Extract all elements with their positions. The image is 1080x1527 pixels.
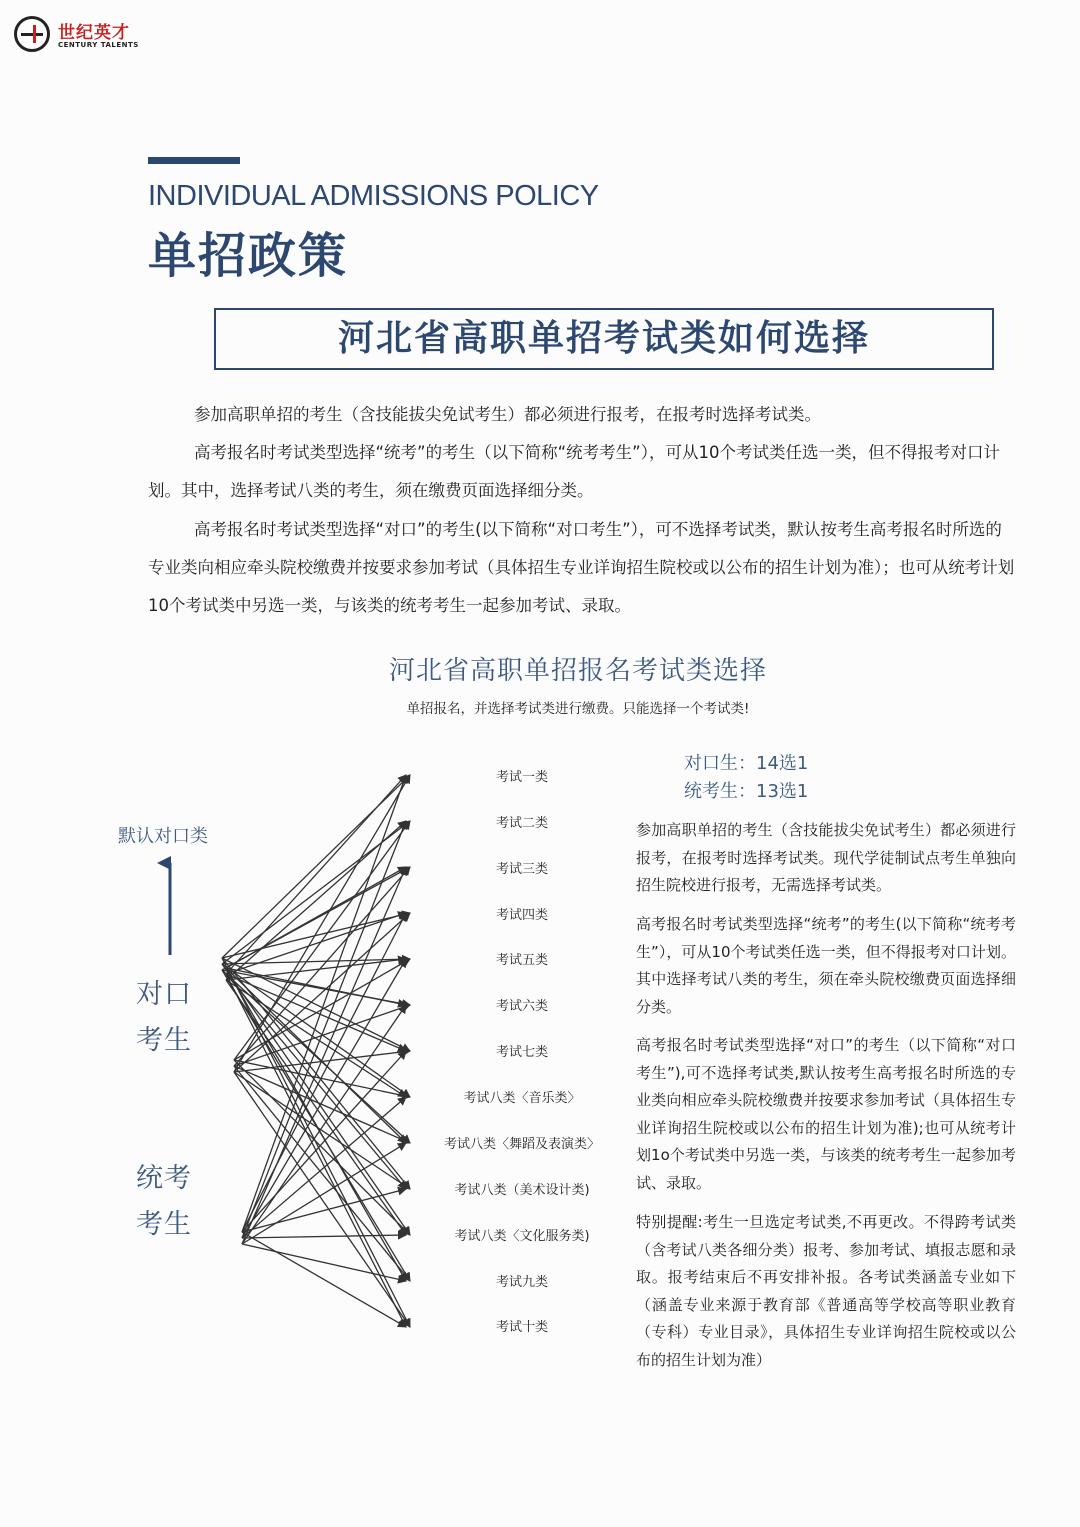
- connection-arrow: [234, 959, 410, 1060]
- connection-arrow: [242, 1244, 406, 1281]
- intro-paragraph-2: 高考报名时考试类型选择“统考”的考生（以下简称“统考考生”），可从10个考试类任选一类，但不得报考对口计划。其中，选择考试八类的考生，须在缴费页面选择细分类。: [148, 443, 1000, 500]
- logo-en-text: CENTURY TALENTS: [58, 41, 139, 49]
- right-note-1: 参加高职单招的考生（含技能拔尖免试考生）都必须进行报考，在报考时选择考试类。现代学徒制试点考生单独向招生院校进行报考，无需选择考试类。: [636, 821, 1016, 894]
- english-title: INDIVIDUAL ADMISSIONS POLICY: [148, 180, 599, 212]
- category-item: 考试一类: [495, 770, 548, 785]
- connection-arrow: [242, 959, 406, 1238]
- category-item: 考试二类: [495, 816, 548, 831]
- connection-arrow: [234, 1060, 410, 1235]
- ratio-duikou: 对口生：14选1: [684, 753, 809, 774]
- connection-arrow: [242, 1051, 406, 1232]
- right-note-2: 高考报名时考试类型选择“统考”的考生(以下简称“统考考生”），可从10个考试类任选一类，但不得报考对口计划。其中选择考试八类的考生，须在牵头院校缴费页面选择细分类。: [636, 915, 1016, 1016]
- connection-arrow: [226, 867, 406, 968]
- connection-arrow: [234, 821, 410, 1060]
- tongkao-label: [136, 1156, 192, 1248]
- diagram-title: 河北省高职单招报名考试类选择: [388, 656, 767, 686]
- logo-cn-text: 世纪英才: [58, 23, 130, 43]
- category-item: 考试四类: [495, 908, 548, 923]
- category-item: 考试八类〈音乐类〉: [463, 1091, 581, 1106]
- category-item: 考试七类: [495, 1045, 548, 1060]
- intro-paragraph-3: 高考报名时考试类型选择“对口”的考生(以下简称“对口考生”），可不选择考试类，默认按考生高考报名时所选的专业类向相应牵头院校缴费并按要求参加考试（具体招生专业详询招生院校或以公布的招生计划为准）；也可从统考计划10个考试类中另选一类，与该类的统考考生一起参加考试、录取。: [148, 520, 1015, 615]
- duikou-label: [136, 972, 192, 1064]
- category-item: 考试三类: [495, 862, 548, 877]
- connection-arrow: [234, 1072, 410, 1327]
- intro-paragraph-1: 参加高职单招的考生（含技能拔尖免试考生）都必须进行报考，在报考时选择考试类。: [194, 405, 821, 424]
- category-item: 考试六类: [495, 999, 548, 1014]
- diagram-note: 单招报名，并选择考试类进行缴费。只能选择一个考试类!: [406, 701, 750, 717]
- right-note-4: 特别提醒:考生一旦选定考试类,不再更改。不得跨考试类（含考试八类各细分类）报考、参加考试、填报志愿和录取。报考结束后不再安排补报。各考试类涵盖专业如下（涵盖专业来源于教育部《普通高等学校高等职业教育（专科）专业目录》，具体招生专业详询招生院校或以公布的招生计划为准）: [636, 1213, 1016, 1369]
- chinese-title: 单招政策: [148, 228, 349, 284]
- category-item: 考试九类: [495, 1275, 548, 1290]
- default-duikou-label: 默认对口类: [118, 826, 208, 847]
- duikou-label-line2: 考生: [136, 1025, 192, 1056]
- connection-arrow: [226, 968, 406, 1281]
- connection-arrow: [242, 867, 406, 1244]
- tongkao-label-line2: 考生: [136, 1209, 192, 1240]
- category-item: 考试八类（美术设计类): [454, 1183, 590, 1198]
- category-item: 考试八类〈舞蹈及表演类〉: [443, 1137, 600, 1152]
- ratio-tongkao: 统考生：13选1: [684, 781, 809, 802]
- duikou-label-line1: 对口: [136, 979, 192, 1010]
- connection-arrow: [226, 821, 406, 980]
- right-note-3: 高考报名时考试类型选择“对口”的考生（以下简称“对口考生”),可不选择考试类,默认按考生高考报名时所选的专业类向相应牵头院校缴费并按要求参加考试（具体招生专业详询招生院校或以公布的招生计划为准);也可从统考计划1o个考试类中另选一类，与该类的统考考生一起参加考试、录取。: [636, 1036, 1016, 1192]
- category-item: 考试八类〈文化服务类): [454, 1229, 590, 1244]
- section-title: 河北省高职单招考试类如何选择: [214, 308, 994, 370]
- category-item: 考试五类: [495, 953, 548, 968]
- tongkao-label-line1: 统考: [136, 1163, 192, 1194]
- category-item: 考试十类: [495, 1320, 548, 1335]
- connection-arrow: [222, 913, 410, 958]
